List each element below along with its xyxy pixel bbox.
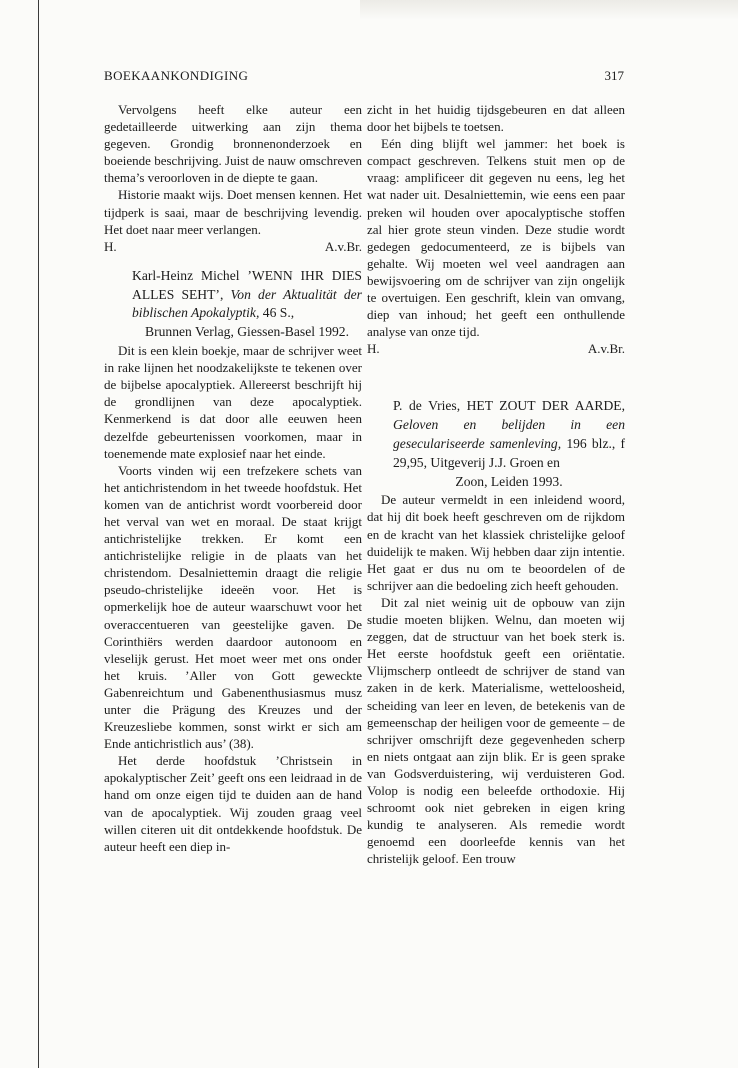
book-citation <box>132 267 362 342</box>
book-publisher: Brunnen Verlag, Giessen-Basel 1992. <box>145 324 349 340</box>
paragraph: Dit zal niet weinig uit de opbouw van zijn studie moeten blijken. Welnu, dan moeten wij zeggen, dat de structuur van het boek sterk is. Het eerste hoofdstuk geeft een oriëntatie. Vlijmscherp ontleedt de schrijver de stand van zaken in de kerk. Materialisme, wetteloosheid, scheiding van leer en leven, de betekenis van de gemeenschap der heiligen voor de gemeente – de schrijver omschrijft deze gegevenheden scherp en niets ontgaat aan zijn blik. Er is geen sprake van Godsverduistering, wij verduisteren God. Volop is nodig een beleefde orthodoxie. Hij schroomt ook niet gebreken in eigen kring kundig te analyseren. Als remedie wordt genoemd een doorleefde kennis van het christelijk geloof. Een trouw <box>367 594 625 867</box>
paragraph: De auteur vermeldt in een inleidend woord, dat hij dit boek heeft geschreven om de rijkdom en de kracht van het klassiek christelijke geloof duidelijk te maken. Wij hebben daar zijn intentie. Het gaat er dus nu om te beoordelen of de schrijver aan die bedoeling zich heeft gehouden. <box>367 492 625 593</box>
paragraph: Historie maakt wijs. Doet mensen kennen. Het tijdperk is saai, maar de beschrijving levendig. Het doet naar meer verlangen. <box>104 187 362 237</box>
signature-name: A.v.Br. <box>324 238 362 254</box>
book-title: ’WENN IHR DIES ALLES SEHT’, <box>132 267 362 302</box>
left-column <box>104 101 362 855</box>
paragraph: Vervolgens heeft elke auteur een gedetailleerde uitwerking aan zijn thema gegeven. Grondig bronnenonderzoek en boeiende beschrijving. Juist de nauw omschreven thema’s veroorloven in de diepte te gaan. <box>104 102 362 186</box>
right-column <box>367 101 625 867</box>
binding-edge-line <box>38 0 39 1068</box>
review-signature <box>104 238 362 255</box>
book-subtitle: Von der Aktualität der biblischen Apokalyptik, <box>132 286 362 321</box>
book-author: P. de Vries, <box>393 398 461 414</box>
paragraph: Eén ding blijft wel jammer: het boek is compact geschreven. Telkens stuit men op de vraag: amplificeer dit gegeven nu eens, leg het wat nader uit. Desalniettemin, wie eens een paar preken wil houden over apocalyptische stoffen zal hier grote steun vinden. Deze studie wordt gedegen gedocumenteerd, ze is bijbels van gehalte. Wij moeten wel veel aandragen aan bewijsvoering om de schrijver van zijn ongelijk te overtuigen. Een geschrift, klein van omvang, diep van inhoud; het geeft een onthullende analyse van onze tijd. <box>367 136 625 340</box>
book-subtitle: Geloven en belijden in een geseculariseerde samenleving, <box>393 417 625 451</box>
page-header <box>104 68 624 90</box>
book-author: Karl-Heinz Michel <box>132 267 240 283</box>
book-citation <box>393 397 625 491</box>
signature-initial: H. <box>367 341 380 357</box>
paragraph: Het derde hoofdstuk ’Christsein in apokalyptischer Zeit’ geeft ons een leidraad in de hand om onze eigen tijd te duiden aan de hand van de apocalyptiek. Wij zouden graag veel willen citeren uit dit ontdekkende hoofdstuk. De auteur heeft een diep in- <box>104 753 362 854</box>
book-title: HET ZOUT DER AARDE, <box>466 398 625 414</box>
running-head: BOEKAANKONDIGING <box>104 68 249 83</box>
page-top-shading <box>360 0 738 20</box>
book-place: Zoon, Leiden 1993. <box>455 473 563 489</box>
book-details: 196 blz., f 29,95, Uitgeverij J.J. Groen en <box>393 436 625 470</box>
review-signature <box>367 340 625 357</box>
paragraph: Dit is een klein boekje, maar de schrijver weet in rake lijnen het noodzakelijkste te tekenen over de bijbelse apocalyptiek. Allereerst beschrijft hij de grondlijnen van deze apocalyptiek. Kenmerkend is dat door alle eeuwen heen dezelfde gebeurtenissen voorkomen, maar in toenemende mate explosief naar het einde. <box>104 343 362 461</box>
page-number: 317 <box>604 68 624 83</box>
paragraph: zicht in het huidig tijdsgebeuren en dat alleen door het bijbels te toetsen. <box>367 102 625 135</box>
paragraph: Voorts vinden wij een trefzekere schets van het antichristendom in het tweede hoofdstuk. Het komen van de antichrist wordt voorbereid door het verval van wet en moraal. De staat krijgt antichristelijke trekken. Er komt een antichristelijke religie in de plaats van het christendom. Desalniettemin draagt die religie pseudo-christelijke ideeën voor. Het is opmerkelijk hoe de auteur waarschuwt voor het overaccentueren van geestelijke gaven. De Corinthiërs werden daardoor autonoom en vleselijk gerust. Het moet weer met ons onder het kruis. ’Aller von Gott geweckte Gabenreichtum und Gabenenthusiasmus musz unter die Prägung des Kreuzes und der Kreuzesliebe kommen, sonst wirkt er sich am Ende antichristlich aus’ (38). <box>104 462 362 752</box>
signature-name: A.v.Br. <box>587 341 625 357</box>
book-pages: 46 S., <box>262 305 295 321</box>
signature-initial: H. <box>104 238 117 254</box>
